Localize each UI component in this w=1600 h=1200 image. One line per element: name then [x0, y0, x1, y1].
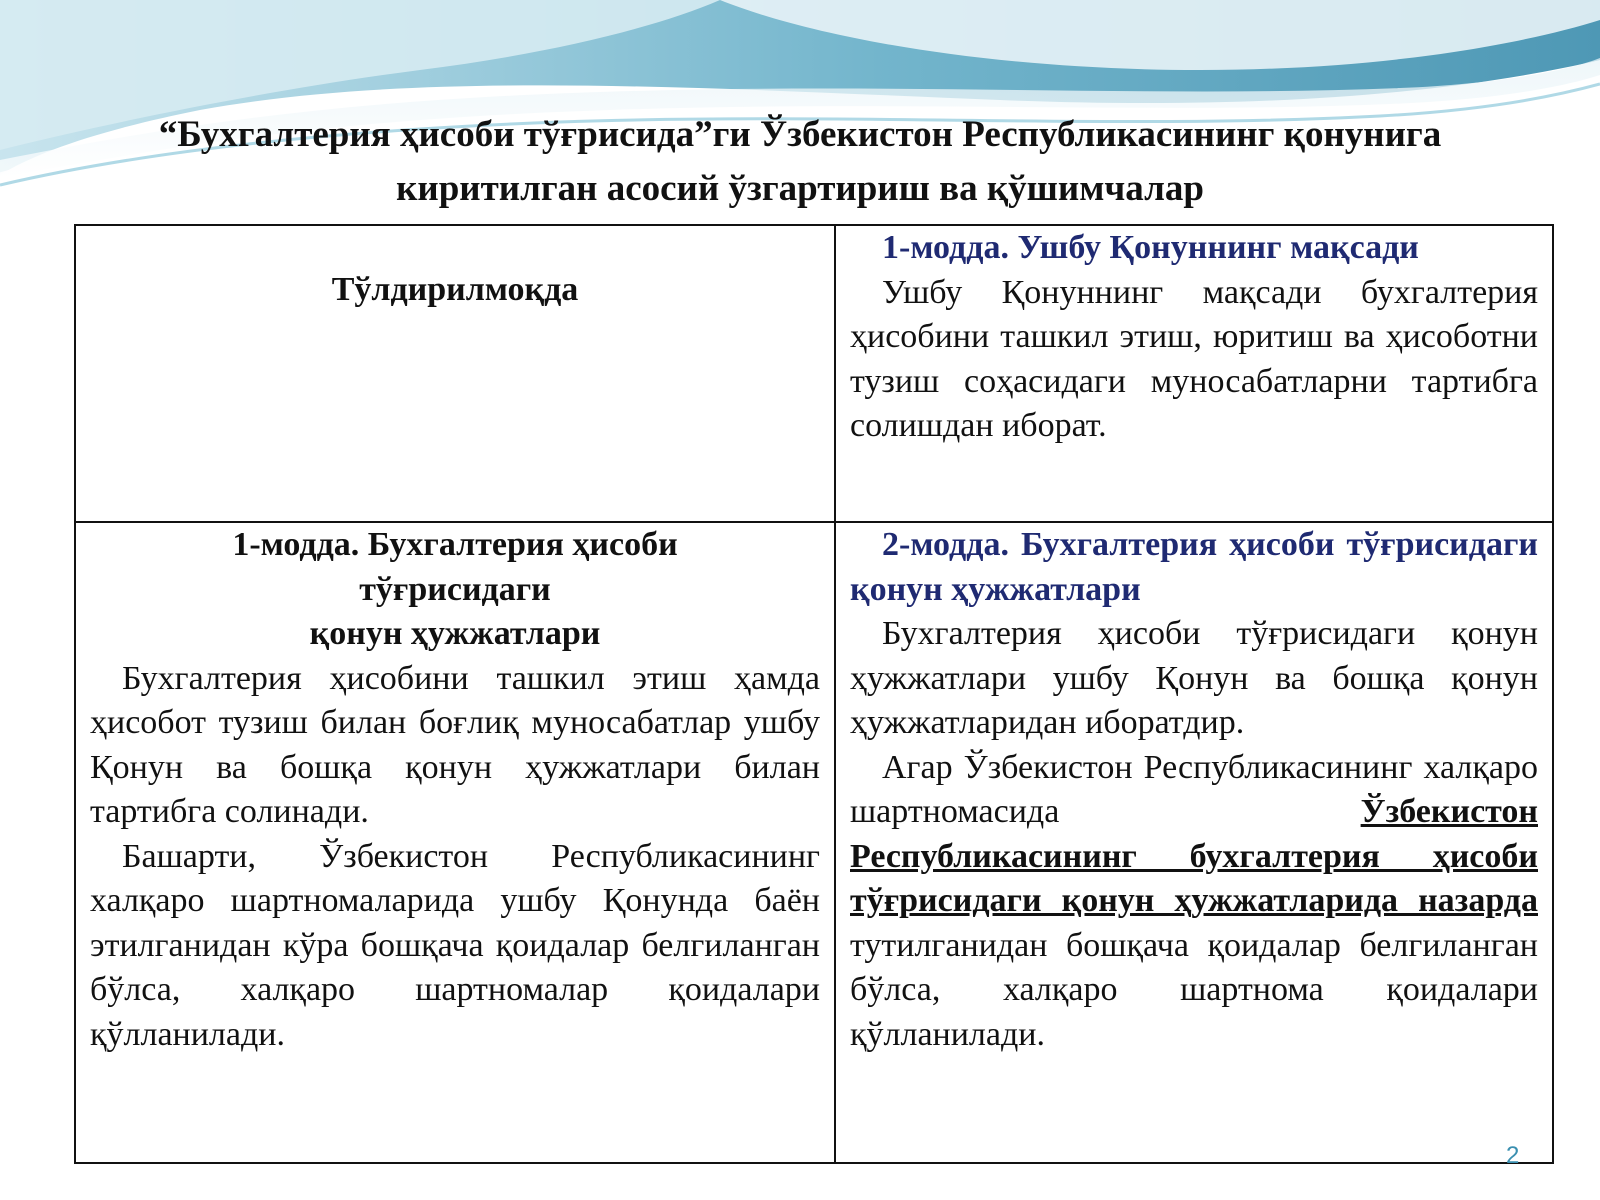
article-paragraph: Бухгалтерия ҳисоби тўғрисидаги қонун ҳужжатлари ушбу Қонун ва бошқа қонун ҳужжатларидан иборатдир. [850, 615, 1538, 741]
article-heading-line: тўғрисидаги [359, 570, 551, 608]
article-text: Ушбу Қонуннинг мақсади бухгалтерия ҳисобини ташкил этиш, юритиш ва ҳисоботни тузиш соҳасидаги муносабатларни тартибга солишдан иборат. [850, 273, 1538, 444]
article-heading: 1-модда. Ушбу Қонуннинг мақсади [882, 229, 1419, 266]
table-row [75, 522, 1553, 1163]
comparison-table [74, 224, 1554, 1164]
new-version-cell [835, 225, 1553, 522]
pending-label: Тўлдирилмоқда [331, 271, 579, 308]
table-row [75, 225, 1553, 522]
emphasized-text: Ўзбекистон Республикасининг бухгалтерия ҳисоби тўғрисидаги қонун ҳужжатларида назарда [850, 793, 1538, 919]
article-heading-line: қонун ҳужжатлари [309, 615, 601, 652]
paragraph-text: Агар Ўзбекистон Республикасининг халқаро шартномасида [850, 748, 1538, 830]
slide-title [0, 108, 1600, 216]
title-line-2: киритилган асосий ўзгартириш ва қўшимчалар [396, 168, 1204, 209]
new-version-cell [835, 522, 1553, 1163]
paragraph-text: тутилганидан бошқача қоидалар белгиланган бўлса, халқаро шартнома қоидалари қўлланилади. [850, 926, 1538, 1053]
article-paragraph [850, 746, 1538, 1058]
article-heading [90, 523, 820, 657]
old-version-cell [75, 522, 835, 1163]
article-paragraph: Бухгалтерия ҳисобини ташкил этиш ҳамда ҳисобот тузиш билан боғлиқ муносабатлар ушбу Қонун ва бошқа қонун ҳужжатлари билан тартибга солинади. [90, 659, 820, 830]
page-number: 2 [1506, 1142, 1520, 1169]
article-heading-line: 1-модда. Бухгалтерия ҳисоби [232, 526, 678, 563]
old-version-cell [75, 225, 835, 522]
article-heading: 2-модда. Бухгалтерия ҳисоби тўғрисидаги қонун ҳужжатлари [850, 526, 1538, 608]
title-line-1: “Бухгалтерия ҳисоби тўғрисида”ги Ўзбекистон Республикасининг қонунига [158, 114, 1442, 155]
article-paragraph: Башарти, Ўзбекистон Республикасининг халқаро шартномаларида ушбу Қонунда баён этилганидан кўра бошқача қоидалар белгиланган бўлса, халқаро шартномалар қоидалари қўлланилади. [90, 837, 820, 1053]
